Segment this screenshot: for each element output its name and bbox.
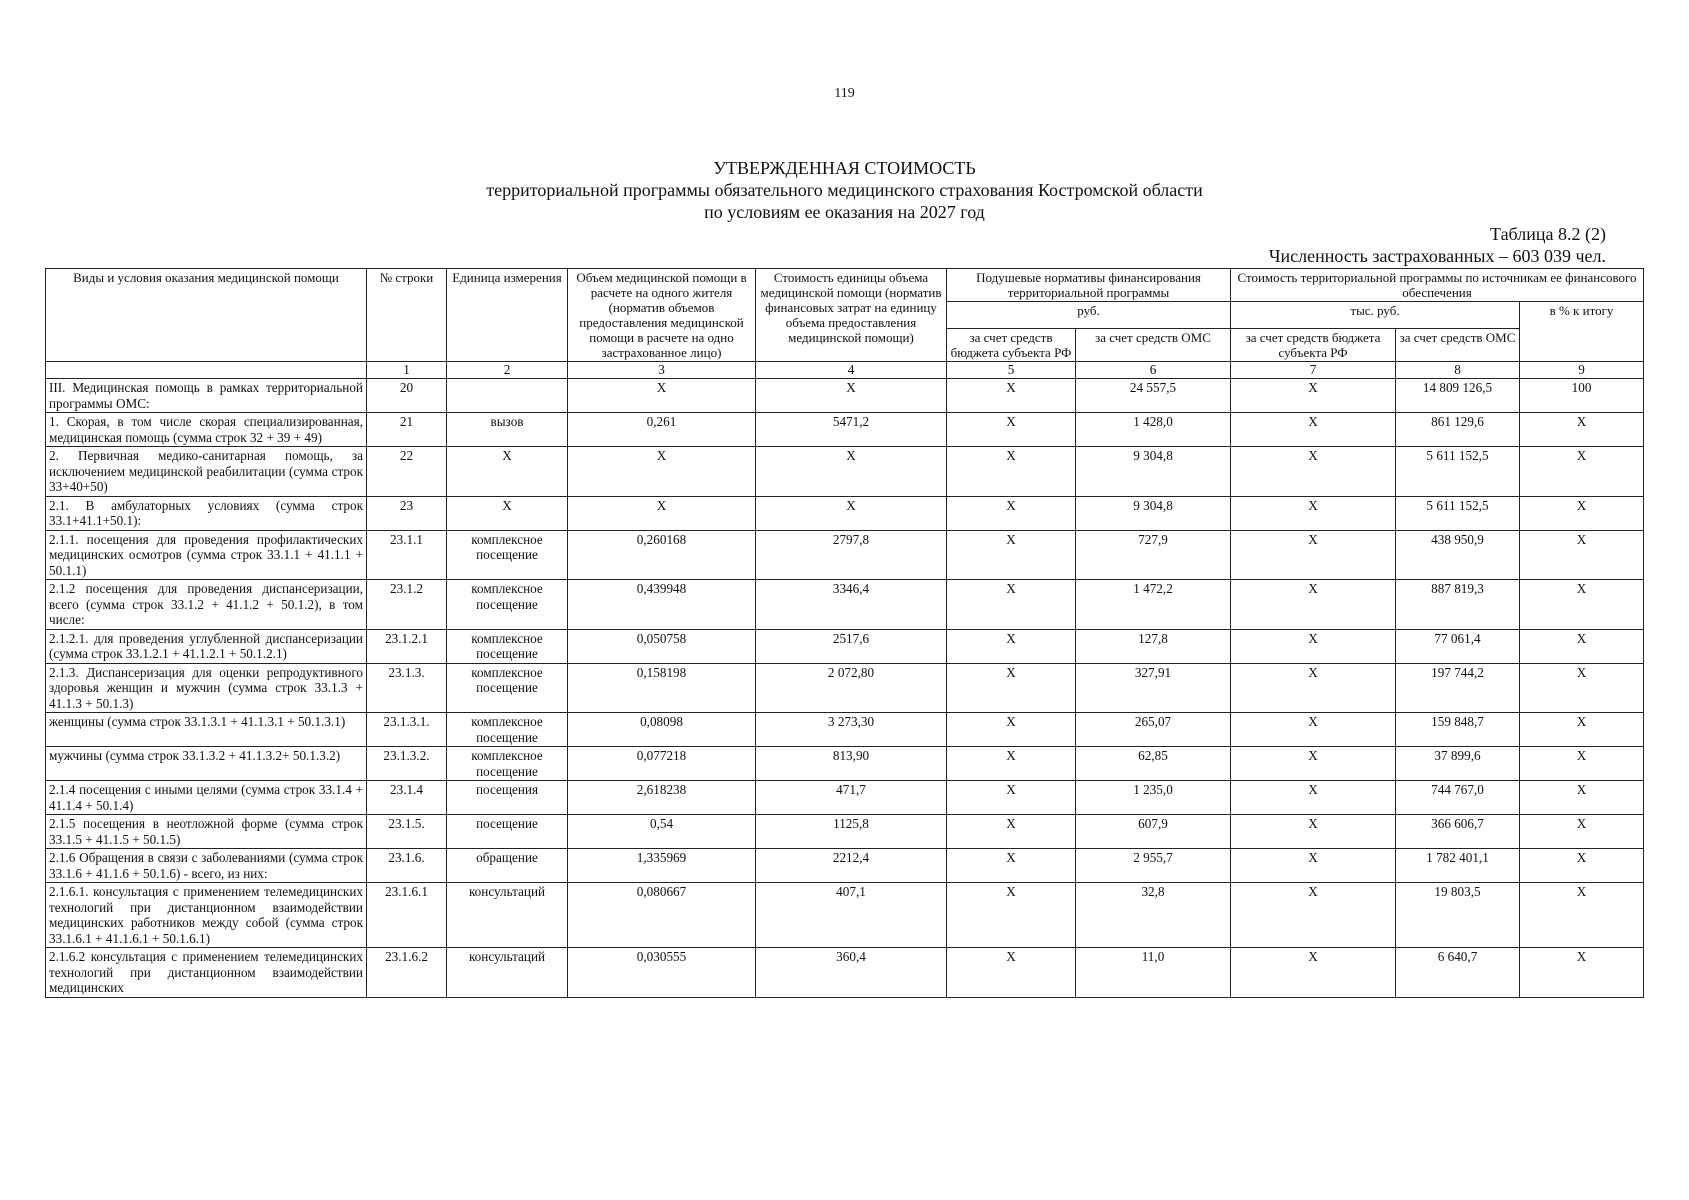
row-number: 23.1.1 (367, 530, 447, 580)
row-volume: X (568, 379, 756, 413)
row-percent: X (1520, 815, 1644, 849)
table-row (46, 713, 1644, 747)
row-percent: X (1520, 849, 1644, 883)
header-pc-budget: за счет средств бюджета субъекта РФ (947, 329, 1076, 362)
row-per-capita-oms: 32,8 (1076, 883, 1231, 948)
table-row (46, 629, 1644, 663)
row-number: 23.1.5. (367, 815, 447, 849)
header-volume: Объем медицинской помощи в расчете на одного жителя (норматив объемов предоставления медицинской помощи в расчете на одно застрахованное лицо) (568, 269, 756, 362)
row-unit: X (447, 447, 568, 497)
row-per-capita-budget: X (947, 948, 1076, 998)
column-number (46, 362, 367, 379)
row-per-capita-budget: X (947, 496, 1076, 530)
header-row-no: № строки (367, 269, 447, 362)
row-volume: 2,618238 (568, 781, 756, 815)
row-cost-budget: X (1231, 413, 1396, 447)
row-per-capita-oms: 1 472,2 (1076, 580, 1231, 630)
row-number: 21 (367, 413, 447, 447)
row-volume: 0,260168 (568, 530, 756, 580)
table-row (46, 496, 1644, 530)
row-number: 23.1.3.1. (367, 713, 447, 747)
row-cost-oms: 19 803,5 (1396, 883, 1520, 948)
row-cost-budget: X (1231, 815, 1396, 849)
row-percent: X (1520, 948, 1644, 998)
row-percent: X (1520, 713, 1644, 747)
row-cost-budget: X (1231, 629, 1396, 663)
row-cost-oms: 37 899,6 (1396, 747, 1520, 781)
header-cost-oms: за счет средств ОМС (1396, 329, 1520, 362)
row-cost-oms: 861 129,6 (1396, 413, 1520, 447)
row-per-capita-oms: 24 557,5 (1076, 379, 1231, 413)
row-unit: посещения (447, 781, 568, 815)
row-number: 23.1.4 (367, 781, 447, 815)
row-name: 2.1.5 посещения в неотложной форме (сумма строк 33.1.5 + 41.1.5 + 50.1.5) (46, 815, 367, 849)
table-row (46, 948, 1644, 998)
row-percent: X (1520, 580, 1644, 630)
row-cost-budget: X (1231, 496, 1396, 530)
row-percent: X (1520, 447, 1644, 497)
row-cost-oms: 5 611 152,5 (1396, 496, 1520, 530)
header-cost-budget: за счет средств бюджета субъекта РФ (1231, 329, 1396, 362)
row-unit-cost: 2517,6 (756, 629, 947, 663)
table-row (46, 781, 1644, 815)
row-cost-oms: 887 819,3 (1396, 580, 1520, 630)
table-row (46, 530, 1644, 580)
row-per-capita-oms: 727,9 (1076, 530, 1231, 580)
title-line-2: территориальной программы обязательного медицинского страхования Костромской области (486, 180, 1203, 200)
row-percent: X (1520, 496, 1644, 530)
row-name: 2.1.2 посещения для проведения диспансеризации, всего (сумма строк 33.1.2 + 41.1.2 + 50.1.2), в том числе: (46, 580, 367, 630)
table-row (46, 663, 1644, 713)
header-rub: руб. (947, 302, 1231, 329)
row-per-capita-oms: 62,85 (1076, 747, 1231, 781)
row-name: 2.1.3. Диспансеризация для оценки репродуктивного здоровья женщин и мужчин (сумма строк 33.1.3 + 41.1.3 + 50.1.3) (46, 663, 367, 713)
row-unit-cost: 471,7 (756, 781, 947, 815)
row-cost-budget: X (1231, 781, 1396, 815)
row-volume: X (568, 447, 756, 497)
title-line-3: по условиям ее оказания на 2027 год (704, 202, 985, 222)
row-number: 22 (367, 447, 447, 497)
table-row (46, 747, 1644, 781)
row-name: 1. Скорая, в том числе скорая специализированная, медицинская помощь (сумма строк 32 + 39 + 49) (46, 413, 367, 447)
row-per-capita-oms: 11,0 (1076, 948, 1231, 998)
row-name: 2.1.6.2 консультация с применением телемедицинских технологий при дистанционном взаимодействии медицинских (46, 948, 367, 998)
row-cost-budget: X (1231, 883, 1396, 948)
row-unit: консультаций (447, 883, 568, 948)
table-row (46, 580, 1644, 630)
row-cost-budget: X (1231, 447, 1396, 497)
row-cost-oms: 14 809 126,5 (1396, 379, 1520, 413)
row-unit: консультаций (447, 948, 568, 998)
document-title (0, 157, 1689, 223)
row-percent: X (1520, 413, 1644, 447)
row-number: 23.1.2.1 (367, 629, 447, 663)
row-unit-cost: 360,4 (756, 948, 947, 998)
row-name: мужчины (сумма строк 33.1.3.2 + 41.1.3.2+ 50.1.3.2) (46, 747, 367, 781)
row-per-capita-budget: X (947, 663, 1076, 713)
row-per-capita-budget: X (947, 447, 1076, 497)
row-unit-cost: X (756, 379, 947, 413)
column-number: 5 (947, 362, 1076, 379)
header-thousand-rub: тыс. руб. (1231, 302, 1520, 329)
row-cost-budget: X (1231, 530, 1396, 580)
row-unit-cost: X (756, 447, 947, 497)
row-per-capita-budget: X (947, 849, 1076, 883)
row-percent: X (1520, 747, 1644, 781)
column-number: 9 (1520, 362, 1644, 379)
table-row (46, 379, 1644, 413)
row-per-capita-budget: X (947, 629, 1076, 663)
row-volume: 0,261 (568, 413, 756, 447)
row-cost-budget: X (1231, 849, 1396, 883)
row-per-capita-budget: X (947, 530, 1076, 580)
header-row-1 (46, 269, 1644, 302)
row-per-capita-budget: X (947, 747, 1076, 781)
row-number: 20 (367, 379, 447, 413)
row-number: 23.1.6.1 (367, 883, 447, 948)
row-cost-budget: X (1231, 580, 1396, 630)
row-unit: комплексное посещение (447, 747, 568, 781)
row-volume: X (568, 496, 756, 530)
row-cost-oms: 1 782 401,1 (1396, 849, 1520, 883)
column-number: 1 (367, 362, 447, 379)
row-unit: комплексное посещение (447, 713, 568, 747)
row-per-capita-oms: 1 428,0 (1076, 413, 1231, 447)
row-percent: X (1520, 883, 1644, 948)
header-pc-oms: за счет средств ОМС (1076, 329, 1231, 362)
row-name: 2.1.4 посещения с иными целями (сумма строк 33.1.4 + 41.1.4 + 50.1.4) (46, 781, 367, 815)
row-per-capita-budget: X (947, 580, 1076, 630)
column-number: 4 (756, 362, 947, 379)
column-number: 3 (568, 362, 756, 379)
header-program-cost: Стоимость территориальной программы по источникам ее финансового обеспечения (1231, 269, 1644, 302)
row-per-capita-budget: X (947, 781, 1076, 815)
row-cost-budget: X (1231, 747, 1396, 781)
row-per-capita-budget: X (947, 379, 1076, 413)
table-row (46, 815, 1644, 849)
row-unit-cost: 2 072,80 (756, 663, 947, 713)
row-number: 23.1.6.2 (367, 948, 447, 998)
column-number: 6 (1076, 362, 1231, 379)
row-unit-cost: X (756, 496, 947, 530)
row-unit-cost: 407,1 (756, 883, 947, 948)
table-label: Таблица 8.2 (2) (1490, 224, 1606, 244)
row-number: 23.1.2 (367, 580, 447, 630)
row-name: 2.1.2.1. для проведения углубленной диспансеризации (сумма строк 33.1.2.1 + 41.1.2.1 + 50.1.2.1) (46, 629, 367, 663)
row-cost-budget: X (1231, 663, 1396, 713)
row-per-capita-budget: X (947, 713, 1076, 747)
row-volume: 0,077218 (568, 747, 756, 781)
column-number: 7 (1231, 362, 1396, 379)
row-unit-cost: 3 273,30 (756, 713, 947, 747)
row-per-capita-oms: 265,07 (1076, 713, 1231, 747)
header-cost: Стоимость единицы объема медицинской помощи (норматив финансовых затрат на единицу объема предоставления медицинской помощи) (756, 269, 947, 362)
row-unit-cost: 1125,8 (756, 815, 947, 849)
row-cost-oms: 77 061,4 (1396, 629, 1520, 663)
row-volume: 0,08098 (568, 713, 756, 747)
row-name: женщины (сумма строк 33.1.3.1 + 41.1.3.1 + 50.1.3.1) (46, 713, 367, 747)
row-unit: комплексное посещение (447, 663, 568, 713)
row-volume: 0,439948 (568, 580, 756, 630)
row-per-capita-budget: X (947, 413, 1076, 447)
row-percent: X (1520, 530, 1644, 580)
row-per-capita-oms: 1 235,0 (1076, 781, 1231, 815)
row-unit: посещение (447, 815, 568, 849)
row-unit-cost: 3346,4 (756, 580, 947, 630)
row-cost-oms: 438 950,9 (1396, 530, 1520, 580)
row-percent: 100 (1520, 379, 1644, 413)
header-per-capita: Подушевые нормативы финансирования территориальной программы (947, 269, 1231, 302)
row-cost-oms: 366 606,7 (1396, 815, 1520, 849)
row-cost-oms: 6 640,7 (1396, 948, 1520, 998)
row-unit: вызов (447, 413, 568, 447)
row-name: 2.1.6 Обращения в связи с заболеваниями (сумма строк 33.1.6 + 41.1.6 + 50.1.6) - всего, из них: (46, 849, 367, 883)
title-line-1: УТВЕРЖДЕННАЯ СТОИМОСТЬ (713, 158, 976, 178)
row-percent: X (1520, 663, 1644, 713)
row-per-capita-budget: X (947, 815, 1076, 849)
row-volume: 0,030555 (568, 948, 756, 998)
row-number: 23 (367, 496, 447, 530)
row-per-capita-oms: 327,91 (1076, 663, 1231, 713)
row-per-capita-oms: 9 304,8 (1076, 447, 1231, 497)
row-cost-oms: 744 767,0 (1396, 781, 1520, 815)
row-unit: X (447, 496, 568, 530)
row-volume: 0,080667 (568, 883, 756, 948)
row-per-capita-oms: 127,8 (1076, 629, 1231, 663)
row-volume: 1,335969 (568, 849, 756, 883)
row-cost-budget: X (1231, 948, 1396, 998)
row-unit-cost: 813,90 (756, 747, 947, 781)
header-percent-total: в % к итогу (1520, 302, 1644, 362)
row-number: 23.1.3.2. (367, 747, 447, 781)
column-number: 8 (1396, 362, 1520, 379)
row-unit-cost: 2212,4 (756, 849, 947, 883)
row-percent: X (1520, 781, 1644, 815)
row-number: 23.1.6. (367, 849, 447, 883)
row-per-capita-budget: X (947, 883, 1076, 948)
table-row (46, 413, 1644, 447)
row-percent: X (1520, 629, 1644, 663)
row-volume: 0,54 (568, 815, 756, 849)
row-per-capita-oms: 9 304,8 (1076, 496, 1231, 530)
row-unit: комплексное посещение (447, 530, 568, 580)
row-unit: комплексное посещение (447, 629, 568, 663)
row-name: III. Медицинская помощь в рамках территориальной программы ОМС: (46, 379, 367, 413)
page-number: 119 (834, 86, 855, 101)
row-unit-cost: 5471,2 (756, 413, 947, 447)
row-number: 23.1.3. (367, 663, 447, 713)
row-name: 2.1. В амбулаторных условиях (сумма строк 33.1+41.1+50.1): (46, 496, 367, 530)
insured-count: Численность застрахованных – 603 039 чел. (1268, 246, 1606, 266)
column-numbers-row (46, 362, 1644, 379)
row-cost-budget: X (1231, 379, 1396, 413)
table-row (46, 447, 1644, 497)
cost-table (45, 268, 1644, 998)
row-unit: комплексное посещение (447, 580, 568, 630)
row-name: 2.1.1. посещения для проведения профилактических медицинских осмотров (сумма строк 33.1.1 + 41.1.1 + 50.1.1) (46, 530, 367, 580)
row-cost-budget: X (1231, 713, 1396, 747)
header-type: Виды и условия оказания медицинской помощи (46, 269, 367, 362)
row-unit: обращение (447, 849, 568, 883)
header-unit: Единица измерения (447, 269, 568, 362)
row-unit-cost: 2797,8 (756, 530, 947, 580)
row-cost-oms: 159 848,7 (1396, 713, 1520, 747)
column-number: 2 (447, 362, 568, 379)
row-volume: 0,050758 (568, 629, 756, 663)
row-cost-oms: 5 611 152,5 (1396, 447, 1520, 497)
row-cost-oms: 197 744,2 (1396, 663, 1520, 713)
table-row (46, 849, 1644, 883)
row-name: 2. Первичная медико-санитарная помощь, за исключением медицинской реабилитации (сумма строк 33+40+50) (46, 447, 367, 497)
row-per-capita-oms: 2 955,7 (1076, 849, 1231, 883)
row-volume: 0,158198 (568, 663, 756, 713)
row-name: 2.1.6.1. консультация с применением телемедицинских технологий при дистанционном взаимодействии медицинских работников между собой (сумма строк 33.1.6.1 + 41.1.6.1 + 50.1.6.1) (46, 883, 367, 948)
row-per-capita-oms: 607,9 (1076, 815, 1231, 849)
row-unit (447, 379, 568, 413)
table-row (46, 883, 1644, 948)
